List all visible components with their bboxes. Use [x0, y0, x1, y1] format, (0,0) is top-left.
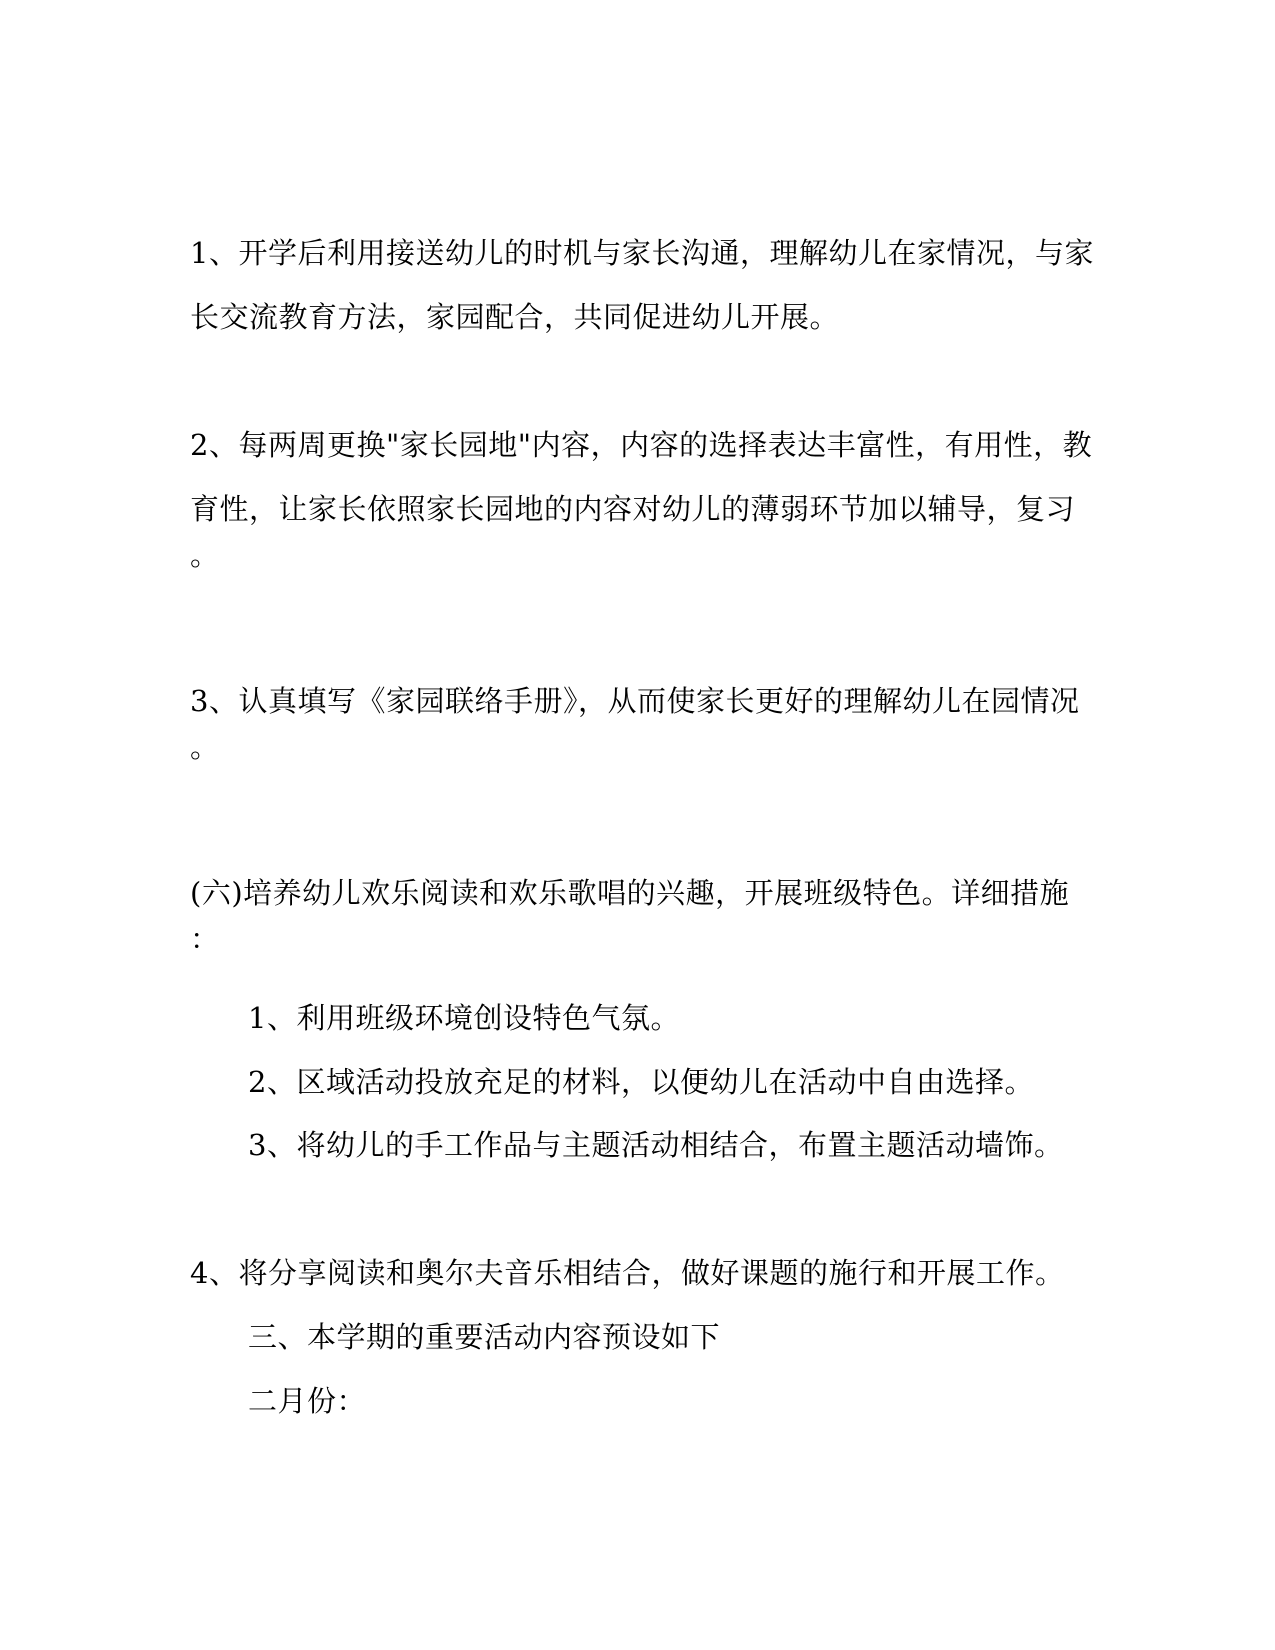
paragraph-4: 4、将分享阅读和奥尔夫音乐相结合，做好课题的施行和开展工作。 [190, 1256, 1065, 1290]
measure-item-3: 3、将幼儿的手工作品与主题活动相结合，布置主题活动墙饰。 [248, 1128, 1064, 1162]
measure-item-2: 2、区域活动投放充足的材料，以便幼儿在活动中自由选择。 [248, 1065, 1034, 1099]
paragraph-2-line-1: 2、每两周更换"家长园地"内容，内容的选择表达丰富性，有用性，教 [190, 428, 1093, 462]
measure-item-1: 1、利用班级环境创设特色气氛。 [248, 1001, 680, 1035]
paragraph-3-line-2: 。 [190, 730, 220, 764]
section-6-heading-line-1: (六)培养幼儿欢乐阅读和欢乐歌唱的兴趣，开展班级特色。详细措施 [190, 876, 1070, 910]
section-3-heading: 三、本学期的重要活动内容预设如下 [248, 1320, 721, 1354]
section-6-heading-line-2: ： [190, 922, 220, 956]
month-heading: 二月份： [248, 1384, 367, 1418]
paragraph-3-line-1: 3、认真填写《家园联络手册》，从而使家长更好的理解幼儿在园情况 [190, 684, 1080, 718]
paragraph-2-line-2: 育性，让家长依照家长园地的内容对幼儿的薄弱环节加以辅导，复习 [190, 492, 1076, 526]
paragraph-1-line-2: 长交流教育方法，家园配合，共同促进幼儿开展。 [190, 300, 840, 334]
paragraph-2-line-3: 。 [190, 538, 220, 572]
paragraph-1-line-1: 1、开学后利用接送幼儿的时机与家长沟通，理解幼儿在家情况，与家 [190, 236, 1094, 270]
